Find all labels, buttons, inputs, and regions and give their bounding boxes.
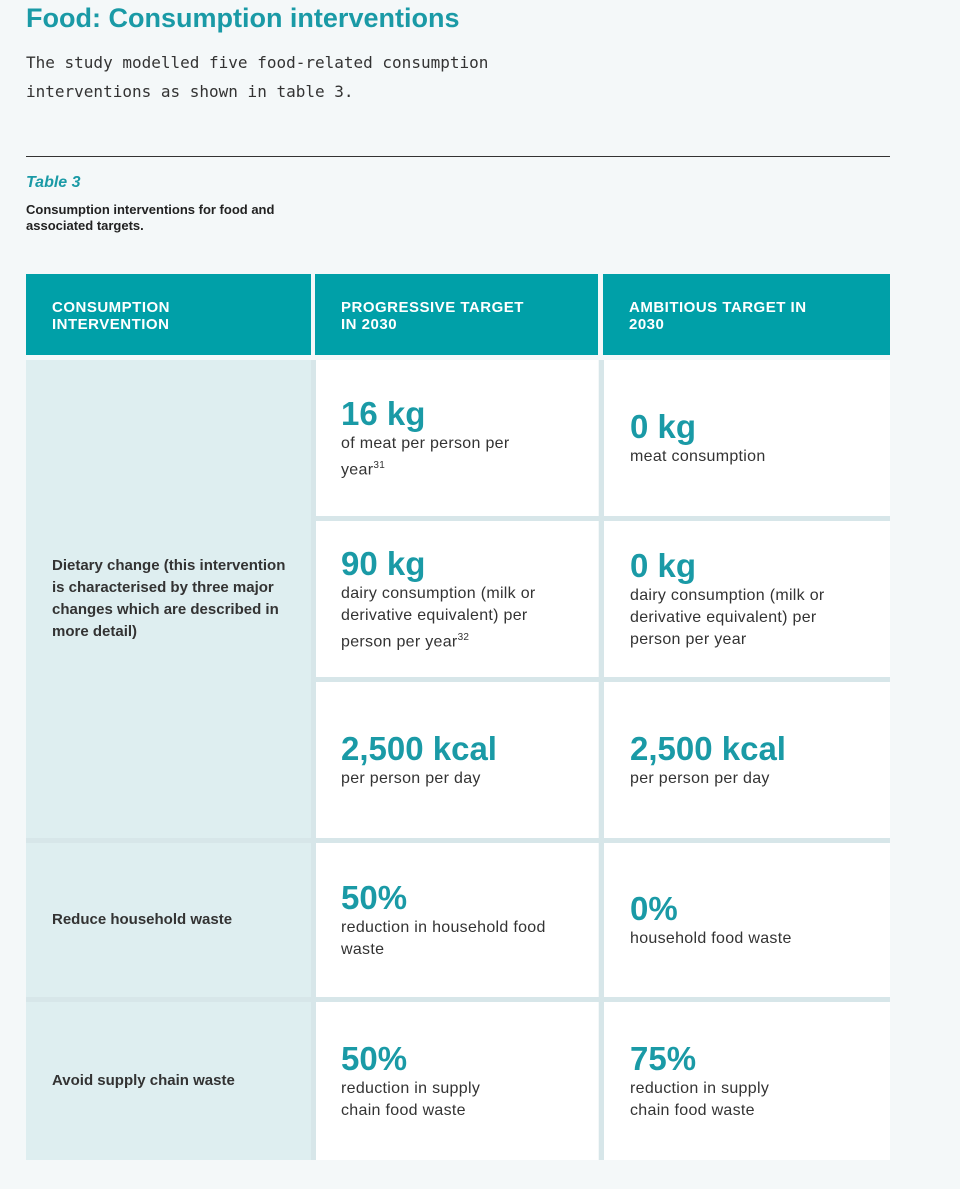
row-label-dietary <box>26 360 313 838</box>
meat-ambitious-value: 0 kg <box>630 408 697 445</box>
supply-progressive-desc: reduction in supply chain food waste <box>341 1080 481 1119</box>
row-divider <box>26 997 890 1002</box>
dairy-progressive-desc: dairy consumption (milk or derivative equivalent) per person per year$^{32}$ <box>341 584 536 651</box>
header-intervention <box>26 274 311 355</box>
cell-household-progressive <box>315 843 598 997</box>
header-progressive <box>315 274 598 355</box>
dairy-progressive-value: 90 kg <box>341 544 426 582</box>
table-label: Table 3 <box>26 174 81 191</box>
cell-kcal-progressive <box>315 682 598 838</box>
household-progressive-desc: reduction in household food waste <box>341 919 546 958</box>
header-progressive-label: PROGRESSIVE TARGET IN 2030 <box>341 299 524 333</box>
row-label-supply <box>26 1002 313 1160</box>
household-label: Reduce household waste <box>52 911 233 928</box>
dairy-ambitious-value: 0 kg <box>630 547 697 584</box>
meat-progressive-desc: of meat per person per year$^{31}$ <box>341 434 510 479</box>
cell-supply-ambitious <box>604 1002 890 1160</box>
cell-dairy-ambitious <box>604 521 890 677</box>
supply-progressive-value: 50% <box>341 1040 408 1077</box>
kcal-progressive-value: 2,500 kcal <box>341 730 497 767</box>
column-divider <box>311 360 316 1160</box>
column-divider <box>599 360 604 1160</box>
row-divider <box>315 677 890 682</box>
intro-paragraph: The study modelled five food-related consumption interventions as shown in table 3. <box>26 53 489 101</box>
supply-ambitious-desc: reduction in supply chain food waste <box>630 1080 770 1119</box>
dietary-label: Dietary change (this intervention is characterised by three major changes which are described in more detail) <box>52 557 286 640</box>
meat-ambitious-desc: meat consumption <box>630 448 766 465</box>
meat-progressive-value: 16 kg <box>341 394 426 432</box>
footnote-ref: 31 <box>373 459 386 471</box>
row-divider <box>26 838 890 843</box>
supply-ambitious-value: 75% <box>630 1040 697 1077</box>
footnote-ref: 32 <box>457 631 470 643</box>
household-ambitious-desc: household food waste <box>630 930 792 947</box>
cell-kcal-ambitious <box>604 682 890 838</box>
page-title: Food: Consumption interventions <box>26 3 460 33</box>
cell-supply-progressive <box>315 1002 598 1160</box>
cell-household-ambitious <box>604 843 890 997</box>
dairy-ambitious-desc: dairy consumption (milk or derivative equivalent) per person per year <box>630 587 825 648</box>
supply-label: Avoid supply chain waste <box>52 1072 235 1089</box>
cell-meat-ambitious <box>604 360 890 516</box>
table-caption: Consumption interventions for food and associated targets. <box>26 202 275 233</box>
row-label-household <box>26 843 313 997</box>
kcal-progressive-desc: per person per day <box>341 770 481 787</box>
header-ambitious-label: AMBITIOUS TARGET IN 2030 <box>629 299 807 333</box>
kcal-ambitious-desc: per person per day <box>630 770 770 787</box>
header-ambitious <box>603 274 890 355</box>
household-ambitious-value: 0% <box>630 890 678 927</box>
divider <box>26 156 890 157</box>
header-intervention-label: CONSUMPTION INTERVENTION <box>52 299 170 333</box>
row-divider <box>315 516 890 521</box>
kcal-ambitious-value: 2,500 kcal <box>630 730 786 767</box>
cell-dairy-progressive <box>315 521 598 677</box>
household-progressive-value: 50% <box>341 879 408 916</box>
cell-meat-progressive <box>315 360 598 516</box>
